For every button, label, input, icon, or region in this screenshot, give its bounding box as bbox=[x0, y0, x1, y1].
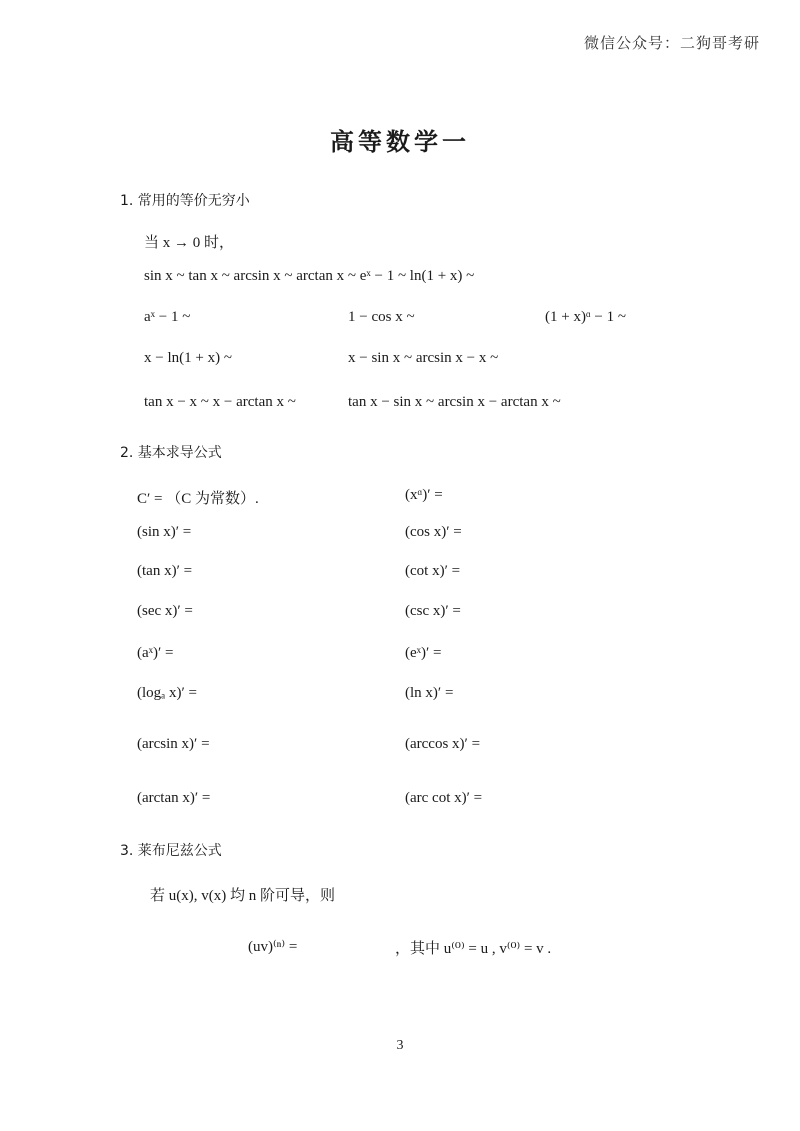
derivative-formula: (tan x)′ = bbox=[137, 563, 193, 579]
section-2-heading: 2. 基本求导公式 bbox=[120, 445, 222, 461]
equiv-item: tan x − x ~ x − arctan x ~ bbox=[144, 394, 296, 410]
derivative-formula: (cot x)′ = bbox=[405, 563, 461, 579]
equiv-condition: 当 x → 0 时， bbox=[144, 235, 235, 251]
section-1-heading: 1. 常用的等价无穷小 bbox=[120, 193, 250, 209]
equiv-item: x − sin x ~ arcsin x − x ~ bbox=[348, 350, 499, 366]
equiv-item: (1 + x)ᵅ − 1 ~ bbox=[545, 309, 626, 325]
derivative-formula: (arccos x)′ = bbox=[405, 736, 481, 752]
derivative-formula: (sin x)′ = bbox=[137, 524, 192, 540]
equiv-item: 1 − cos x ~ bbox=[348, 309, 415, 325]
page-number: 3 bbox=[396, 1038, 404, 1053]
equiv-item: aˣ − 1 ~ bbox=[144, 309, 191, 325]
derivative-formula: (arc cot x)′ = bbox=[405, 790, 483, 806]
leibniz-formula-right: ，其中 u⁽⁰⁾ = u , v⁽⁰⁾ = v . bbox=[395, 941, 552, 957]
header-watermark: 微信公众号：二狗哥考研 bbox=[583, 34, 760, 52]
derivative-formula: (arcsin x)′ = bbox=[137, 736, 210, 752]
derivative-formula: (csc x)′ = bbox=[405, 603, 461, 619]
derivative-formula: (aˣ)′ = bbox=[137, 645, 174, 661]
leibniz-formula-left: (uv)⁽ⁿ⁾ = bbox=[248, 939, 298, 955]
derivative-formula: C′ = （C 为常数）. bbox=[137, 491, 259, 507]
page-title: 高等数学一 bbox=[330, 127, 470, 156]
derivative-formula: (eˣ)′ = bbox=[405, 645, 442, 661]
equiv-chain: sin x ~ tan x ~ arcsin x ~ arctan x ~ eˣ − 1 ~ ln(1 + x) ~ bbox=[144, 268, 475, 284]
derivative-formula: (sec x)′ = bbox=[137, 603, 193, 619]
section-3-heading: 3. 莱布尼兹公式 bbox=[120, 843, 222, 859]
equiv-item: tan x − sin x ~ arcsin x − arctan x ~ bbox=[348, 394, 561, 410]
derivative-formula: (ln x)′ = bbox=[405, 685, 454, 701]
derivative-formula: (xᵅ)′ = bbox=[405, 487, 443, 503]
equiv-item: x − ln(1 + x) ~ bbox=[144, 350, 232, 366]
derivative-formula: (arctan x)′ = bbox=[137, 790, 211, 806]
leibniz-condition: 若 u(x), v(x) 均 n 阶可导，则 bbox=[150, 888, 335, 904]
derivative-formula: (logₐ x)′ = bbox=[137, 685, 197, 701]
derivative-formula: (cos x)′ = bbox=[405, 524, 462, 540]
